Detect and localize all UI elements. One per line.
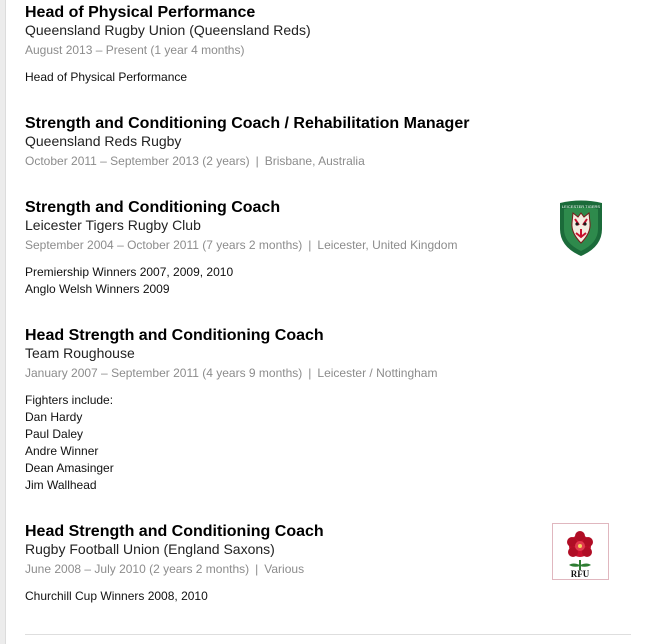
location: Various: [264, 562, 305, 576]
position-description: [25, 588, 625, 605]
position-entry: [25, 115, 625, 169]
position-description: [25, 264, 625, 298]
description-line: Andre Winner: [25, 444, 99, 458]
rfu-logo-text: RFU: [570, 569, 590, 579]
description-line: Paul Daley: [25, 427, 84, 441]
tigers-logo-text: LEICESTER TIGERS: [561, 204, 601, 209]
position-description: [25, 392, 625, 494]
section-divider: [25, 634, 631, 635]
location: Leicester, United Kingdom: [317, 238, 458, 252]
location: Leicester / Nottingham: [317, 366, 438, 380]
position-title[interactable]: Strength and Conditioning Coach / Rehabilitation Manager: [25, 115, 470, 132]
description-line: Anglo Welsh Winners 2009: [25, 282, 170, 296]
dates: June 2008 – July 2010 (2 years 2 months): [25, 562, 250, 576]
dates: October 2011 – September 2013 (2 years): [25, 154, 250, 168]
company-name[interactable]: Queensland Reds Rugby: [25, 133, 182, 149]
dates: August 2013 – Present (1 year 4 months): [25, 43, 245, 57]
meta-separator: |: [308, 366, 312, 380]
date-range: [25, 562, 625, 577]
date-range: [25, 43, 625, 58]
dates: September 2004 – October 2011 (7 years 2 months): [25, 238, 303, 252]
dates: January 2007 – September 2011 (4 years 9 months): [25, 366, 303, 380]
description-line: Premiership Winners 2007, 2009, 2010: [25, 265, 234, 279]
description-line: Fighters include:: [25, 393, 114, 407]
date-range: [25, 238, 625, 253]
meta-separator: |: [255, 562, 259, 576]
position-entry: [25, 4, 625, 86]
meta-separator: |: [308, 238, 312, 252]
position-entry: [25, 327, 625, 494]
meta-separator: |: [255, 154, 259, 168]
position-entry: [25, 523, 625, 605]
description-line: Jim Wallhead: [25, 478, 97, 492]
date-range: [25, 366, 625, 381]
position-entry: [25, 199, 625, 298]
position-title[interactable]: Head Strength and Conditioning Coach: [25, 327, 324, 344]
company-name[interactable]: Team Roughouse: [25, 345, 135, 361]
rose-icon: [553, 524, 608, 579]
description-line: Churchill Cup Winners 2008, 2010: [25, 589, 208, 603]
company-name[interactable]: Queensland Rugby Union (Queensland Reds): [25, 22, 311, 38]
description-line: Head of Physical Performance: [25, 70, 188, 84]
rfu-rose-logo-icon[interactable]: [552, 523, 609, 580]
company-name[interactable]: Leicester Tigers Rugby Club: [25, 217, 201, 233]
position-description: [25, 69, 625, 86]
description-line: Dan Hardy: [25, 410, 83, 424]
left-divider: [0, 0, 6, 644]
position-title[interactable]: Head Strength and Conditioning Coach: [25, 523, 324, 540]
tigers-shield-icon: [556, 199, 606, 257]
location: Brisbane, Australia: [264, 154, 365, 168]
description-line: Dean Amasinger: [25, 461, 114, 475]
leicester-tigers-logo-icon[interactable]: [556, 199, 606, 257]
date-range: [25, 154, 625, 169]
position-title[interactable]: Head of Physical Performance: [25, 4, 256, 21]
position-title[interactable]: Strength and Conditioning Coach: [25, 199, 281, 216]
company-name[interactable]: Rugby Football Union (England Saxons): [25, 541, 275, 557]
